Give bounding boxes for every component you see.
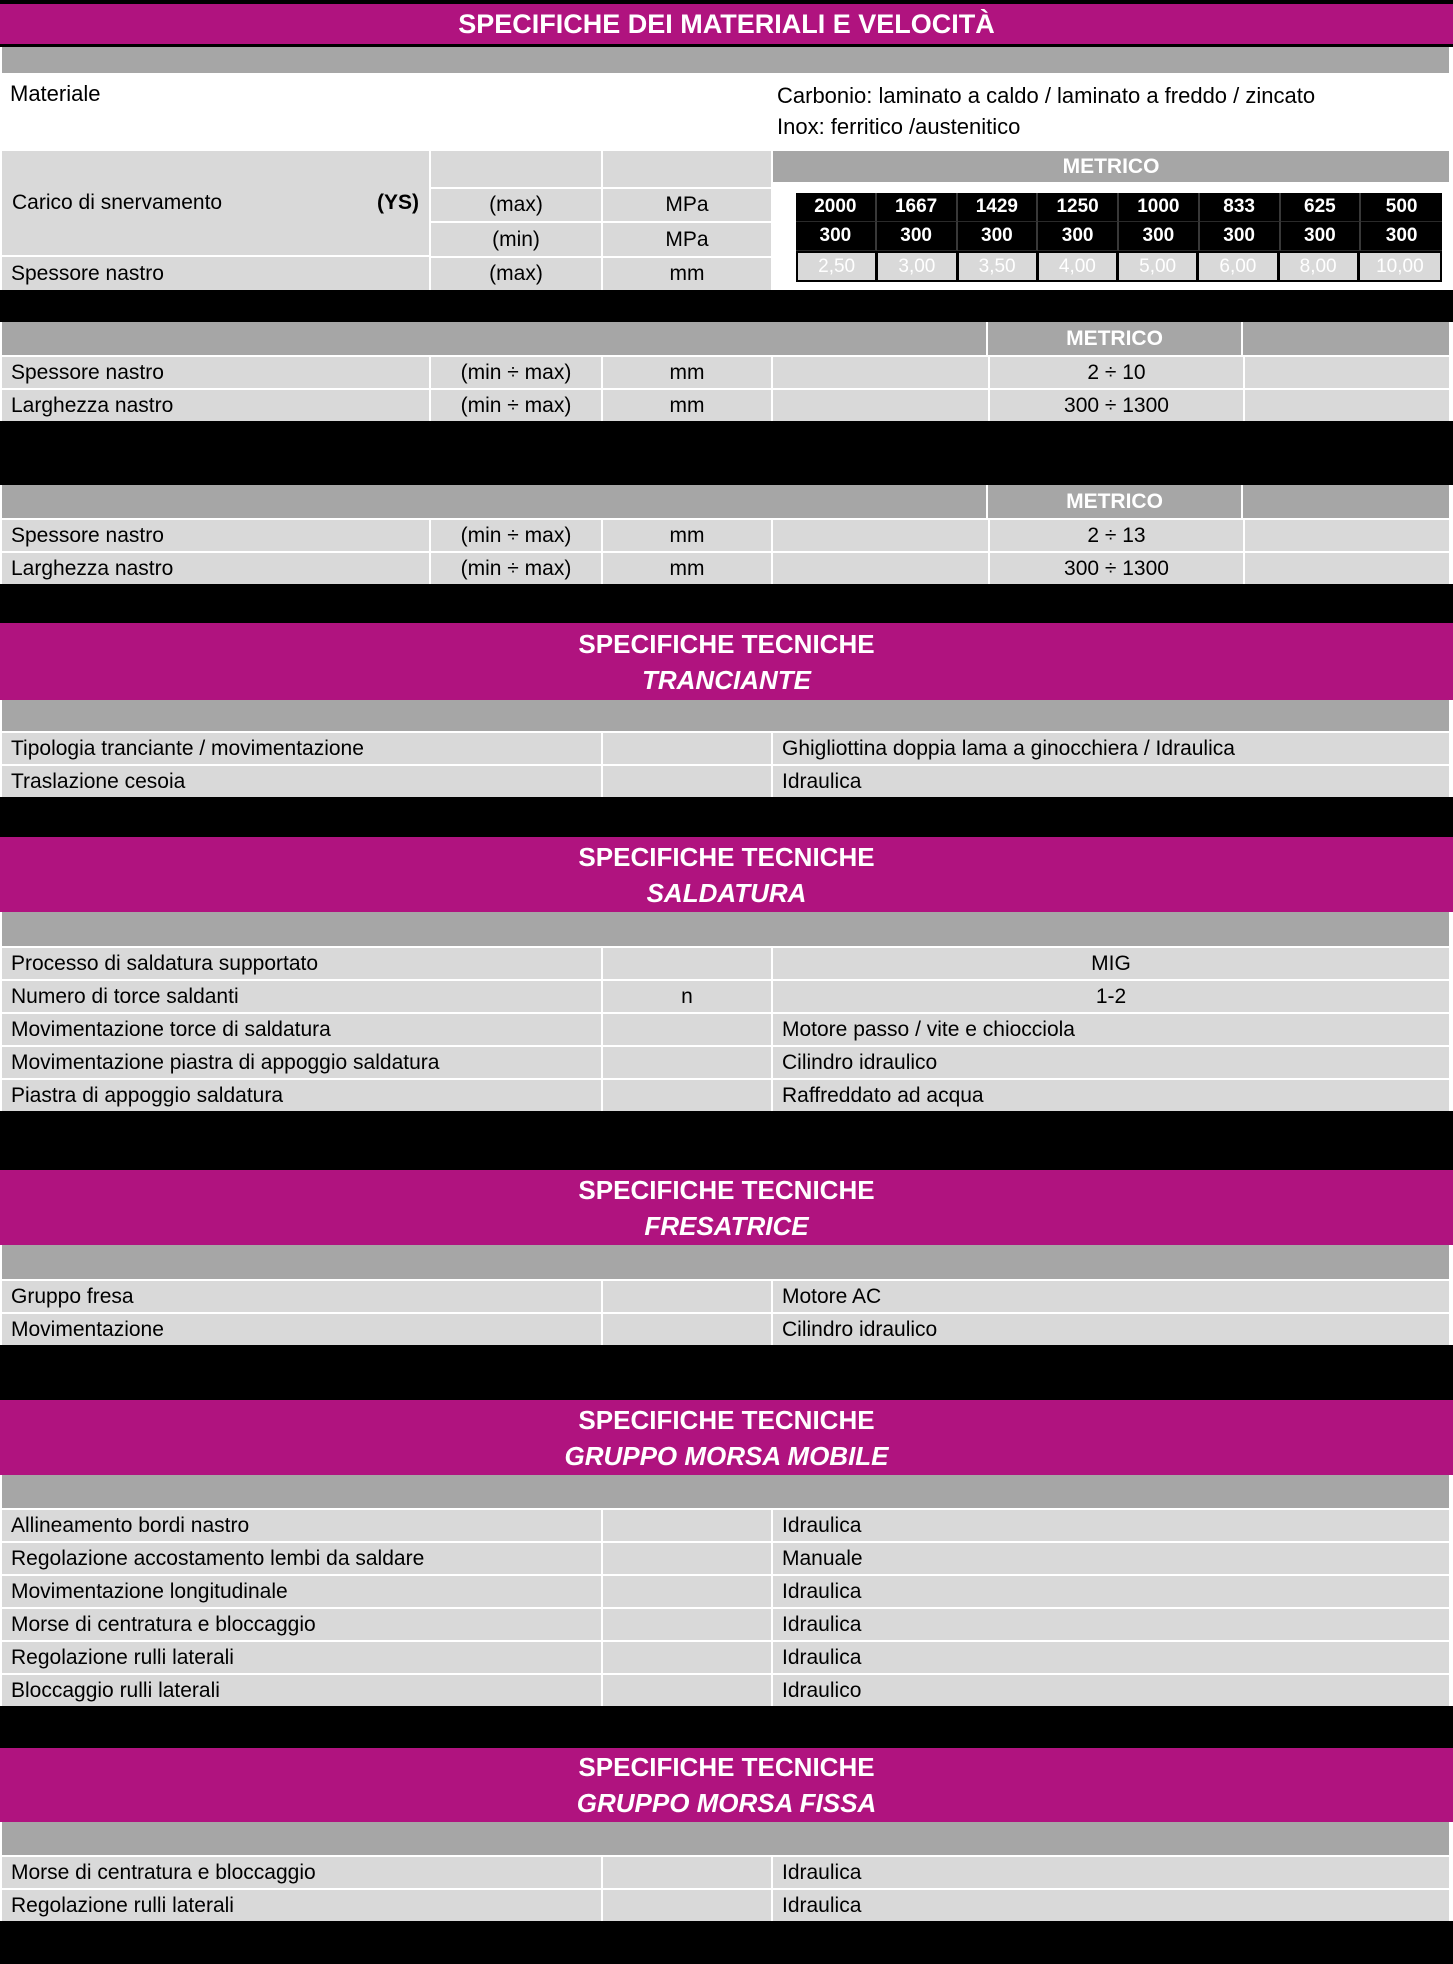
section-title: SPECIFICHE TECNICHE [578, 1174, 875, 1205]
gray-spacer [0, 1475, 1453, 1508]
blank-cell [2, 485, 986, 518]
table-row [0, 1080, 1453, 1111]
row-value: Raffreddato ad acqua [773, 1080, 1449, 1111]
table-row [0, 1281, 1453, 1312]
section-subtitle: GRUPPO MORSA MOBILE [564, 1440, 889, 1471]
row-unit [603, 1675, 771, 1706]
table-row [0, 1576, 1453, 1607]
blank-cell [773, 390, 988, 421]
blank-cell [1245, 520, 1449, 551]
materials-value-line1: Carbonio: laminato a caldo / laminato a freddo / zincato [777, 83, 1316, 108]
row-value: Idraulica [773, 1576, 1449, 1607]
blank-cell [603, 151, 771, 189]
row-qualifier: (min ÷ max) [431, 520, 601, 551]
row-unit [603, 766, 771, 797]
row-label: Movimentazione longitudinale [2, 1576, 601, 1607]
table-row [0, 1890, 1453, 1921]
row-unit [603, 1609, 771, 1640]
grid-cell: 2000 [796, 193, 877, 222]
grid-cell: 6,00 [1199, 253, 1279, 280]
section-header-tranciante [0, 623, 1453, 700]
section-title: SPECIFICHE TECNICHE [578, 1752, 875, 1782]
row-unit [603, 1281, 771, 1312]
row-label: Bloccaggio rulli laterali [2, 1675, 601, 1706]
speed-grid-area [773, 184, 1449, 290]
row-label: Morse di centratura e bloccaggio [2, 1609, 601, 1640]
row-label: Traslazione cesoia [2, 766, 601, 797]
grid-cell: 8,00 [1280, 253, 1360, 280]
row-value: Ghigliottina doppia lama a ginocchiera / Idraulica [773, 733, 1449, 764]
section-header-morsa-fissa [0, 1748, 1453, 1822]
row-label: Processo di saldatura supportato [2, 948, 601, 979]
blank-cell [1245, 553, 1449, 584]
row-unit [603, 1014, 771, 1045]
section-separator [0, 797, 1453, 837]
grid-cell: 300 [1200, 222, 1281, 251]
table-row [0, 1675, 1453, 1706]
grid-cell: 4,00 [1039, 253, 1119, 280]
section-subtitle: TRANCIANTE [642, 664, 811, 695]
row-unit [603, 1543, 771, 1574]
grid-cell: 1429 [958, 193, 1039, 222]
table-row [0, 357, 1453, 388]
blank-cell [2, 322, 986, 355]
row-unit [603, 1642, 771, 1673]
grid-cell: 500 [1361, 193, 1442, 222]
materials-value-line2: Inox: ferritico /austenitico [777, 114, 1021, 139]
ys-label: Carico di snervamento [12, 191, 223, 214]
row-label: Tipologia tranciante / movimentazione [2, 733, 601, 764]
grid-cell: 300 [1281, 222, 1362, 251]
row-unit: mm [603, 553, 771, 584]
row-value: Idraulica [773, 766, 1449, 797]
grid-cell: 3,00 [878, 253, 958, 280]
row-label: Regolazione accostamento lembi da saldare [2, 1543, 601, 1574]
blank-cell [773, 357, 988, 388]
bottom-border [0, 1921, 1453, 1964]
row-unit [603, 1576, 771, 1607]
table-row [0, 981, 1453, 1012]
unit-mpa: MPa [603, 189, 771, 223]
table-row [0, 1857, 1453, 1888]
thickness-label: Spessore nastro [11, 261, 164, 285]
grid-cell: 300 [958, 222, 1039, 251]
row-unit [603, 1047, 771, 1078]
row-unit [603, 733, 771, 764]
grid-cell: 1667 [877, 193, 958, 222]
row-label: Regolazione rulli laterali [2, 1642, 601, 1673]
grid-cell: 300 [1119, 222, 1200, 251]
materials-label: Materiale [2, 75, 771, 149]
row-unit [603, 1080, 771, 1111]
row-unit [603, 948, 771, 979]
grid-cell: 2,50 [798, 253, 878, 280]
metrico-header: METRICO [988, 322, 1241, 355]
range-table-2-header-band [0, 485, 1453, 518]
grid-cell: 5,00 [1119, 253, 1199, 280]
section-title: SPECIFICHE TECNICHE [578, 1404, 875, 1435]
grid-cell: 300 [1038, 222, 1119, 251]
row-label: Morse di centratura e bloccaggio [2, 1857, 601, 1888]
grid-cell: 300 [796, 222, 877, 251]
row-label: Regolazione rulli laterali [2, 1890, 601, 1921]
row-value: Motore passo / vite e chiocciola [773, 1014, 1449, 1045]
row-label: Numero di torce saldanti [2, 981, 601, 1012]
section-subtitle: SALDATURA [646, 877, 807, 908]
speed-grid-row-ys-min [796, 222, 1442, 251]
section-title: SPECIFICHE TECNICHE [578, 841, 875, 872]
section-subtitle: GRUPPO MORSA FISSA [576, 1788, 877, 1818]
row-label: Spessore nastro [2, 520, 429, 551]
row-value: 300 ÷ 1300 [990, 390, 1243, 421]
row-unit: mm [603, 520, 771, 551]
row-value: Idraulica [773, 1609, 1449, 1640]
row-qualifier: (min ÷ max) [431, 390, 601, 421]
section-separator [0, 1345, 1453, 1400]
ys-label-column [2, 151, 429, 290]
row-value: Cilindro idraulico [773, 1314, 1449, 1345]
section-header-morsa-mobile [0, 1400, 1453, 1475]
row-unit: mm [603, 390, 771, 421]
section-separator [0, 1706, 1453, 1748]
table-row [0, 390, 1453, 421]
table-row [0, 553, 1453, 584]
blank-cell [1245, 357, 1449, 388]
yield-strength-table [0, 151, 1453, 290]
table-row [0, 948, 1453, 979]
ys-label-cell [2, 151, 429, 257]
table-row [0, 1609, 1453, 1640]
grid-cell: 625 [1281, 193, 1362, 222]
blank-cell [1245, 390, 1449, 421]
grid-cell: 10,00 [1360, 253, 1440, 280]
grid-cell: 1000 [1119, 193, 1200, 222]
blank-cell [773, 553, 988, 584]
row-unit [603, 1890, 771, 1921]
grid-cell: 300 [1361, 222, 1442, 251]
table-row [0, 1314, 1453, 1345]
row-unit [603, 1857, 771, 1888]
row-value: Idraulico [773, 1675, 1449, 1706]
grid-cell: 833 [1200, 193, 1281, 222]
table-row [0, 1543, 1453, 1574]
row-value: Idraulica [773, 1642, 1449, 1673]
blank-cell [1243, 485, 1449, 518]
metrico-header: METRICO [773, 151, 1449, 184]
speed-grid-row-thickness [796, 251, 1442, 282]
section-separator [0, 290, 1453, 322]
table-row [0, 733, 1453, 764]
section-separator [0, 584, 1453, 623]
speed-grid-row-ys-max [796, 193, 1442, 222]
table-row [0, 1047, 1453, 1078]
row-value: 1-2 [773, 981, 1449, 1012]
row-qualifier: (min ÷ max) [431, 553, 601, 584]
row-label: Larghezza nastro [2, 553, 429, 584]
row-value: 300 ÷ 1300 [990, 553, 1243, 584]
gray-spacer [0, 700, 1453, 731]
section-separator [0, 421, 1453, 485]
ys-unit-column [603, 151, 771, 290]
grid-cell: 1250 [1038, 193, 1119, 222]
speed-grid [796, 193, 1442, 282]
row-label: Movimentazione piastra di appoggio saldatura [2, 1047, 601, 1078]
row-value: Idraulica [773, 1510, 1449, 1541]
row-unit [603, 1510, 771, 1541]
blank-cell [431, 151, 601, 189]
grid-cell: 3,50 [959, 253, 1039, 280]
row-qualifier: (min ÷ max) [431, 357, 601, 388]
table-row [0, 766, 1453, 797]
qualifier-max2: (max) [489, 262, 543, 285]
blank-cell [773, 520, 988, 551]
metrico-header: METRICO [988, 485, 1241, 518]
unit-mpa2: MPa [603, 223, 771, 258]
row-label: Gruppo fresa [2, 1281, 601, 1312]
row-label: Larghezza nastro [2, 390, 429, 421]
materials-row [0, 75, 1453, 149]
grid-cell: 300 [877, 222, 958, 251]
row-label: Movimentazione [2, 1314, 601, 1345]
row-unit: mm [603, 357, 771, 388]
materials-value [773, 75, 1449, 149]
row-value: Cilindro idraulico [773, 1047, 1449, 1078]
range-table-1-header-band [0, 322, 1453, 355]
row-label: Spessore nastro [2, 357, 429, 388]
row-value: Idraulica [773, 1890, 1449, 1921]
ys-tag: (YS) [377, 191, 419, 214]
section-header-fresatrice [0, 1170, 1453, 1245]
section-header-saldatura [0, 837, 1453, 912]
row-label: Piastra di appoggio saldatura [2, 1080, 601, 1111]
row-value: 2 ÷ 13 [990, 520, 1243, 551]
table-row [0, 1014, 1453, 1045]
row-unit: n [603, 981, 771, 1012]
section-title: SPECIFICHE TECNICHE [578, 628, 875, 659]
row-value: Idraulica [773, 1857, 1449, 1888]
blank-cell [1243, 322, 1449, 355]
section-subtitle: FRESATRICE [644, 1210, 809, 1241]
table-row [0, 1642, 1453, 1673]
gray-spacer [0, 912, 1453, 946]
section-separator [0, 1111, 1453, 1170]
gray-spacer [0, 1822, 1453, 1855]
page-title: SPECIFICHE DEI MATERIALI E VELOCITÀ [0, 4, 1453, 44]
row-value: Manuale [773, 1543, 1449, 1574]
row-label: Movimentazione torce di saldatura [2, 1014, 601, 1045]
table-row [0, 520, 1453, 551]
qualifier-max: (max) [431, 189, 601, 223]
gray-spacer [0, 47, 1453, 73]
qualifier-min: (min) [431, 223, 601, 258]
gray-spacer [0, 1245, 1453, 1279]
unit-mm: mm [669, 262, 705, 285]
table-row [0, 1510, 1453, 1541]
row-label: Allineamento bordi nastro [2, 1510, 601, 1541]
metrico-column [773, 151, 1449, 290]
row-value: 2 ÷ 10 [990, 357, 1243, 388]
ys-qualifier-column [431, 151, 601, 290]
row-value: Motore AC [773, 1281, 1449, 1312]
row-value: MIG [773, 948, 1449, 979]
row-unit [603, 1314, 771, 1345]
